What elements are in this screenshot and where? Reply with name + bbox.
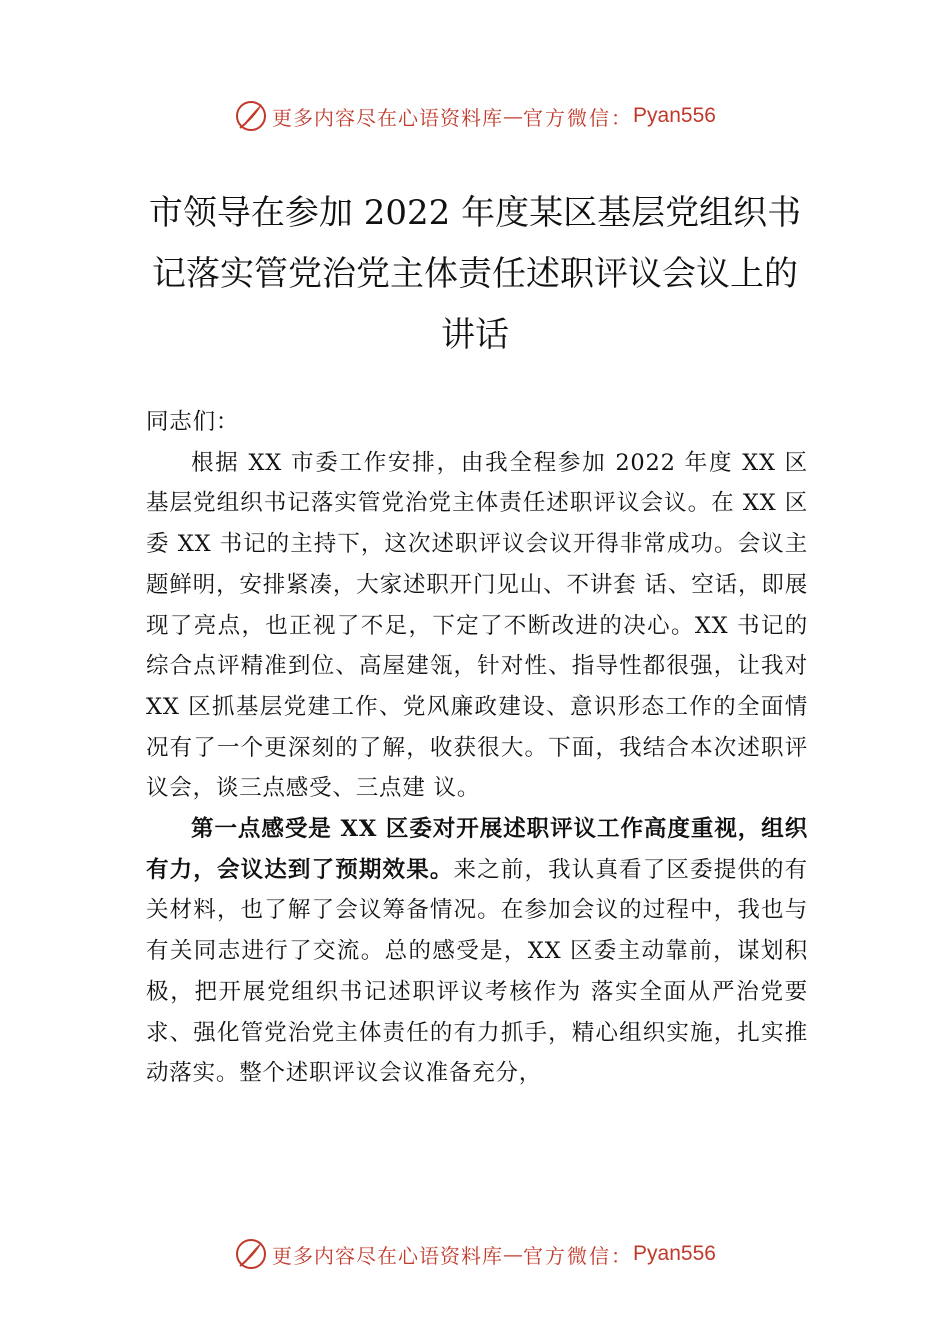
paragraph-2 bbox=[146, 809, 808, 1094]
document-body bbox=[146, 402, 808, 1094]
document-title: 市领导在参加 2022 年度某区基层党组织书记落实管党治党主体责任述职评议会议上的讲话 bbox=[148, 193, 802, 355]
banner-wechat-id: Pyan556 bbox=[633, 104, 716, 127]
banner-dash: — bbox=[503, 104, 524, 128]
header-banner bbox=[0, 96, 950, 136]
quill-logo-icon bbox=[234, 99, 268, 133]
banner-wechat-label: 官方微信： bbox=[523, 1243, 634, 1268]
banner-wechat-label: 官方微信： bbox=[523, 105, 634, 130]
paragraph-1: 根据 XX 市委工作安排，由我全程参加 2022 年度 XX 区基层党组织书记落实管党治党主体责任述职评议会议。在 XX 区委 XX 书记的主持下，这次述职评议会议开得非常成功。会议主题鲜明，安排紧凑，大家述职开门见山、不讲套 话、空话，即展现了亮点，也正视了不足，下定了不断改进的决心。XX 书记的综合点评精准到位、高屋建瓴，针对性、指导性都很强，让我对 XX 区抓基层党建工作、党风廉政建设、意识形态工作的全面情况有了一个更深刻的了解，收获很大。下面，我结合本次述职评议会，谈三点感受、三点建 议。 bbox=[146, 449, 808, 802]
banner-promo-text: 更多内容尽在心语资料库 bbox=[272, 105, 504, 130]
footer-banner bbox=[0, 1234, 950, 1274]
banner-wechat-id: Pyan556 bbox=[633, 1242, 716, 1265]
salutation: 同志们： bbox=[146, 409, 240, 435]
paragraph-2-lead: 第一点感受是 XX 区委对开展述职评议工作高度重视，组织有力，会议达到了预期效果。 bbox=[146, 816, 808, 883]
quill-logo-icon bbox=[234, 1237, 268, 1271]
banner-promo-text: 更多内容尽在心语资料库 bbox=[272, 1243, 504, 1268]
banner-dash: — bbox=[503, 1242, 524, 1266]
paragraph-2-body: 来之前，我认真看了区委提供的有关材料，也了解了会议筹备情况。在参加会议的过程中，我也与有关同志进行了交流。总的感受是，XX 区委主动靠前，谋划积极，把开展党组织书记述职评议考核作为 落实全面从严治党要求、强化管党治党主体责任的有力抓手，精心组织实施，扎实推动落实。整个述职评议会议准备充分， bbox=[146, 856, 808, 1087]
